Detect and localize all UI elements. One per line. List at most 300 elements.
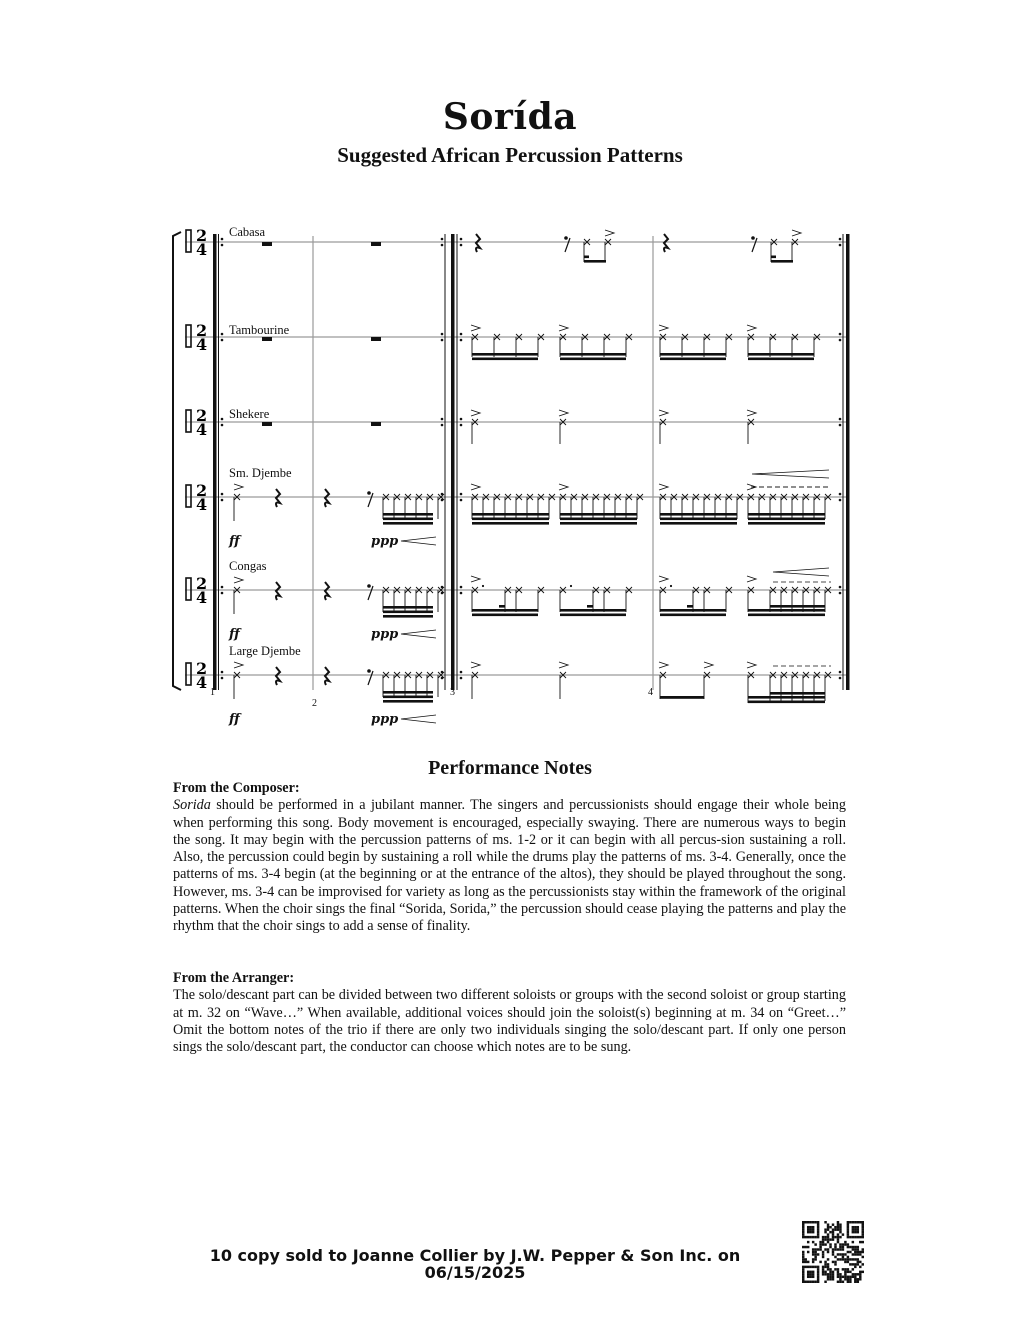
time-sig-numerator: 2: [196, 226, 208, 245]
repeat-dot: [839, 677, 842, 680]
qr-module: [807, 1221, 809, 1223]
qr-module: [837, 1271, 839, 1273]
qr-module: [822, 1243, 824, 1245]
qr-module: [842, 1246, 844, 1248]
beam: [660, 513, 737, 516]
qr-module: [837, 1238, 839, 1240]
qr-module: [802, 1278, 804, 1280]
accent-mark: [234, 577, 243, 583]
qr-module: [822, 1256, 824, 1258]
qr-module: [804, 1236, 806, 1238]
qr-module: [827, 1226, 829, 1228]
accent-mark: [747, 325, 756, 331]
accent-mark: [559, 662, 568, 668]
qr-module: [814, 1236, 816, 1238]
qr-module: [819, 1248, 821, 1250]
qr-module: [844, 1261, 846, 1263]
qr-module: [859, 1278, 861, 1280]
qr-module: [834, 1236, 836, 1238]
qr-module: [849, 1258, 851, 1260]
qr-module: [817, 1278, 819, 1280]
accent-mark: [471, 325, 480, 331]
repeat-dot: [460, 339, 463, 342]
qr-module: [859, 1253, 861, 1255]
qr-module: [854, 1221, 856, 1223]
accent-mark: [704, 662, 713, 668]
instrument-name-label: Cabasa: [229, 225, 266, 239]
qr-module: [839, 1278, 841, 1280]
qr-module: [844, 1268, 846, 1270]
qr-module: [819, 1243, 821, 1245]
qr-module: [812, 1258, 814, 1260]
repeat-dot: [460, 592, 463, 595]
repeat-dot: [221, 677, 224, 680]
repeat-dot: [221, 424, 224, 427]
accent-mark: [659, 410, 668, 416]
qr-module: [804, 1258, 806, 1260]
qr-module: [847, 1268, 849, 1270]
repeat-dot: [221, 339, 224, 342]
repeat-dot: [441, 333, 444, 336]
qr-module: [857, 1231, 859, 1233]
qr-module: [812, 1221, 814, 1223]
sixteenth-rest-dot: [564, 236, 568, 240]
qr-module: [842, 1248, 844, 1250]
qr-module: [842, 1256, 844, 1258]
qr-module: [847, 1228, 849, 1230]
qr-module: [837, 1248, 839, 1250]
qr-module: [849, 1263, 851, 1265]
qr-module: [862, 1226, 864, 1228]
qr-module: [809, 1236, 811, 1238]
quarter-rest: [276, 489, 280, 507]
qr-module: [817, 1273, 819, 1275]
beam: [472, 513, 549, 516]
qr-module: [837, 1276, 839, 1278]
qr-module: [854, 1246, 856, 1248]
repeat-dot: [460, 238, 463, 241]
qr-module: [802, 1261, 804, 1263]
whole-rest: [371, 422, 381, 426]
qr-module: [862, 1251, 864, 1253]
qr-module: [854, 1281, 856, 1283]
qr-module: [859, 1266, 861, 1268]
arranger-notes-heading: From the Arranger:: [173, 970, 295, 986]
repeat-dot: [460, 677, 463, 680]
qr-module: [839, 1228, 841, 1230]
qr-module: [827, 1233, 829, 1235]
qr-module: [839, 1246, 841, 1248]
repeat-dot: [221, 586, 224, 589]
qr-module: [847, 1243, 849, 1245]
qr-module: [854, 1231, 856, 1233]
qr-module: [857, 1251, 859, 1253]
qr-module: [824, 1281, 826, 1283]
qr-module: [852, 1248, 854, 1250]
time-sig-denominator: 4: [196, 588, 208, 607]
qr-module: [832, 1223, 834, 1225]
sixteenth-rest-stem: [368, 493, 373, 507]
qr-module: [827, 1266, 829, 1268]
qr-module: [839, 1281, 841, 1283]
time-sig-numerator: 2: [196, 659, 208, 678]
qr-module: [827, 1258, 829, 1260]
qr-module: [842, 1281, 844, 1283]
qr-module: [862, 1248, 864, 1250]
repeat-dot: [441, 244, 444, 247]
instrument-name-label: Sm. Djembe: [229, 466, 292, 480]
beam: [472, 614, 538, 617]
qr-module: [824, 1273, 826, 1275]
qr-module: [824, 1266, 826, 1268]
repeat-dot: [460, 493, 463, 496]
qr-module: [857, 1221, 859, 1223]
qr-module: [824, 1228, 826, 1230]
qr-module: [849, 1276, 851, 1278]
repeat-dot: [441, 339, 444, 342]
qr-module: [812, 1228, 814, 1230]
quarter-rest: [276, 667, 280, 685]
qr-module: [852, 1246, 854, 1248]
whole-rest: [262, 242, 272, 246]
qr-module: [832, 1278, 834, 1280]
qr-module: [857, 1258, 859, 1260]
performance-notes-heading: Performance Notes: [428, 757, 592, 779]
accent-mark: [747, 576, 756, 582]
qr-module: [807, 1226, 809, 1228]
qr-module: [827, 1238, 829, 1240]
qr-module: [807, 1276, 809, 1278]
qr-module: [854, 1276, 856, 1278]
qr-module: [839, 1273, 841, 1275]
beam: [560, 522, 637, 525]
repeat-dot: [839, 493, 842, 496]
qr-module: [844, 1278, 846, 1280]
qr-module: [814, 1256, 816, 1258]
qr-module: [824, 1238, 826, 1240]
beam: [748, 609, 825, 612]
qr-module: [862, 1271, 864, 1273]
qr-module: [857, 1281, 859, 1283]
purchase-footer: [200, 1247, 750, 1281]
qr-module: [852, 1253, 854, 1255]
dynamic-ff: ff: [229, 712, 240, 727]
qr-module: [812, 1281, 814, 1283]
accent-mark: [659, 576, 668, 582]
qr-module: [807, 1228, 809, 1230]
qr-module: [807, 1251, 809, 1253]
qr-module: [802, 1251, 804, 1253]
time-sig-numerator: 2: [196, 321, 208, 340]
repeat-dot: [441, 418, 444, 421]
crescendo-hairpin: [401, 537, 436, 545]
qr-module: [814, 1281, 816, 1283]
beam: [383, 700, 433, 703]
qr-module: [807, 1271, 809, 1273]
qr-module: [817, 1268, 819, 1270]
qr-module: [839, 1248, 841, 1250]
qr-module: [852, 1221, 854, 1223]
beam: [383, 518, 433, 521]
qr-module: [809, 1226, 811, 1228]
beam: [560, 609, 626, 612]
start-thick-barline: [213, 234, 217, 690]
qr-module: [847, 1276, 849, 1278]
qr-module: [837, 1236, 839, 1238]
qr-module: [862, 1231, 864, 1233]
footer-date: 06/15/2025: [424, 1263, 526, 1282]
repeat-dot: [221, 333, 224, 336]
qr-module: [859, 1273, 861, 1275]
beam: [660, 614, 726, 617]
qr-module: [862, 1221, 864, 1223]
qr-module: [859, 1236, 861, 1238]
qr-module: [802, 1231, 804, 1233]
qr-module: [812, 1266, 814, 1268]
qr-module: [814, 1253, 816, 1255]
qr-module: [822, 1251, 824, 1253]
accent-mark: [659, 484, 668, 490]
qr-module: [859, 1261, 861, 1263]
qr-module: [817, 1248, 819, 1250]
accent-mark: [659, 325, 668, 331]
qr-module: [807, 1246, 809, 1248]
qr-module: [802, 1236, 804, 1238]
repeat-dot: [839, 586, 842, 589]
qr-module: [862, 1241, 864, 1243]
qr-module: [862, 1256, 864, 1258]
accent-mark: [559, 325, 568, 331]
qr-module: [827, 1276, 829, 1278]
qr-module: [802, 1221, 804, 1223]
qr-module: [857, 1248, 859, 1250]
qr-module: [812, 1271, 814, 1273]
time-sig-numerator: 2: [196, 481, 208, 500]
qr-module: [837, 1226, 839, 1228]
qr-module: [852, 1273, 854, 1275]
qr-module: [839, 1226, 841, 1228]
qr-module: [817, 1226, 819, 1228]
repeat-dot: [441, 238, 444, 241]
qr-module: [822, 1236, 824, 1238]
accent-mark: [471, 576, 480, 582]
repeat-dot: [221, 671, 224, 674]
qr-module: [857, 1246, 859, 1248]
qr-module: [842, 1276, 844, 1278]
qr-module: [824, 1248, 826, 1250]
qr-module: [832, 1248, 834, 1250]
accent-mark: [559, 410, 568, 416]
beam: [383, 696, 433, 699]
repeat-dot: [460, 244, 463, 247]
qr-module: [837, 1221, 839, 1223]
measure-number: 4: [648, 687, 653, 698]
qr-module: [837, 1258, 839, 1260]
percussion-clef-icon: [186, 325, 191, 347]
qr-module: [802, 1246, 804, 1248]
qr-module: [812, 1248, 814, 1250]
qr-module: [854, 1266, 856, 1268]
beam: [748, 614, 825, 617]
qr-module: [817, 1228, 819, 1230]
song-title-italic: Sorida: [173, 797, 211, 814]
beam: [560, 614, 626, 617]
qr-module: [819, 1241, 821, 1243]
sixteenth-rest-dot: [367, 584, 371, 588]
qr-module: [814, 1266, 816, 1268]
repeat-dot: [839, 592, 842, 595]
instrument-name-label: Congas: [229, 559, 267, 573]
beam: [472, 609, 538, 612]
accent-mark: [659, 662, 668, 668]
qr-module: [829, 1278, 831, 1280]
whole-rest: [262, 422, 272, 426]
qr-module: [862, 1233, 864, 1235]
dynamic-ppp: ppp: [371, 534, 399, 549]
qr-module: [824, 1236, 826, 1238]
qr-module: [834, 1243, 836, 1245]
qr-module: [847, 1271, 849, 1273]
dynamic-ppp: ppp: [371, 712, 399, 727]
qr-module: [804, 1281, 806, 1283]
qr-module: [839, 1236, 841, 1238]
qr-module: [824, 1261, 826, 1263]
qr-module: [857, 1226, 859, 1228]
dynamic-ppp: ppp: [371, 627, 399, 642]
beam: [770, 692, 825, 695]
qr-module: [847, 1221, 849, 1223]
qr-module: [832, 1271, 834, 1273]
beam: [472, 518, 549, 521]
accent-mark: [471, 484, 480, 490]
beam: [584, 260, 606, 263]
qr-module: [834, 1248, 836, 1250]
qr-module: [839, 1253, 841, 1255]
repeat-dot: [221, 499, 224, 502]
qr-module: [802, 1276, 804, 1278]
qr-module: [852, 1241, 854, 1243]
qr-module: [832, 1251, 834, 1253]
qr-module: [839, 1223, 841, 1225]
qr-module: [807, 1261, 809, 1263]
qr-module: [849, 1246, 851, 1248]
qr-module: [844, 1253, 846, 1255]
accent-mark: [234, 484, 243, 490]
qr-module: [814, 1221, 816, 1223]
qr-module: [849, 1236, 851, 1238]
repeat-dot: [221, 238, 224, 241]
accent-mark: [471, 662, 480, 668]
qr-module: [829, 1238, 831, 1240]
beam: [748, 518, 825, 521]
qr-module: [827, 1223, 829, 1225]
qr-module: [822, 1253, 824, 1255]
percussion-clef-icon: [186, 410, 191, 432]
beam: [660, 518, 737, 521]
qr-module: [849, 1281, 851, 1283]
qr-module: [827, 1268, 829, 1270]
percussion-clef-icon: [186, 578, 191, 600]
qr-module: [854, 1253, 856, 1255]
repeat-dot: [839, 339, 842, 342]
beam: [771, 260, 793, 263]
qr-module: [857, 1278, 859, 1280]
beam: [560, 358, 626, 361]
qr-module: [839, 1258, 841, 1260]
qr-module: [852, 1226, 854, 1228]
qr-module: [854, 1236, 856, 1238]
qr-module: [847, 1261, 849, 1263]
whole-rest: [262, 337, 272, 341]
qr-module: [839, 1231, 841, 1233]
qr-module: [847, 1256, 849, 1258]
qr-module: [852, 1236, 854, 1238]
qr-module: [812, 1226, 814, 1228]
instrument-name-label: Large Djembe: [229, 644, 301, 658]
qr-module: [842, 1268, 844, 1270]
qr-module: [812, 1236, 814, 1238]
qr-module: [842, 1243, 844, 1245]
crescendo-hairpin: [401, 630, 436, 638]
qr-code-icon: [802, 1221, 864, 1283]
qr-module: [849, 1221, 851, 1223]
sixteenth-rest-dot: [751, 236, 755, 240]
beam: [660, 358, 726, 361]
qr-module: [837, 1281, 839, 1283]
quarter-rest: [325, 489, 329, 507]
qr-module: [822, 1268, 824, 1270]
beam: [660, 609, 726, 612]
qr-module: [807, 1273, 809, 1275]
qr-module: [847, 1223, 849, 1225]
repeat-dot: [839, 671, 842, 674]
qr-module: [814, 1243, 816, 1245]
beam: [472, 522, 549, 525]
qr-module: [862, 1263, 864, 1265]
accent-mark: [605, 230, 614, 236]
qr-module: [834, 1261, 836, 1263]
repeat-dot: [221, 493, 224, 496]
qr-module: [832, 1231, 834, 1233]
beam: [748, 696, 825, 699]
qr-module: [829, 1276, 831, 1278]
beam-stub: [587, 605, 593, 608]
qr-module: [857, 1253, 859, 1255]
qr-module: [822, 1271, 824, 1273]
repeat-dot: [221, 592, 224, 595]
qr-module: [812, 1253, 814, 1255]
qr-module: [854, 1258, 856, 1260]
beam: [383, 615, 433, 618]
qr-module: [857, 1228, 859, 1230]
qr-module: [802, 1281, 804, 1283]
beam: [383, 606, 433, 609]
qr-module: [844, 1276, 846, 1278]
qr-module: [842, 1253, 844, 1255]
repeat-dot: [839, 424, 842, 427]
qr-module: [847, 1226, 849, 1228]
qr-module: [809, 1271, 811, 1273]
qr-module: [837, 1273, 839, 1275]
qr-module: [837, 1228, 839, 1230]
qr-module: [854, 1251, 856, 1253]
footer-line-1: 10 copy sold to Joanne Collier by J.W. Pepper & Son Inc. on: [209, 1246, 741, 1265]
crescendo-hairpin: [773, 568, 829, 576]
qr-module: [857, 1236, 859, 1238]
qr-module: [829, 1243, 831, 1245]
qr-module: [847, 1258, 849, 1260]
qr-module: [817, 1281, 819, 1283]
